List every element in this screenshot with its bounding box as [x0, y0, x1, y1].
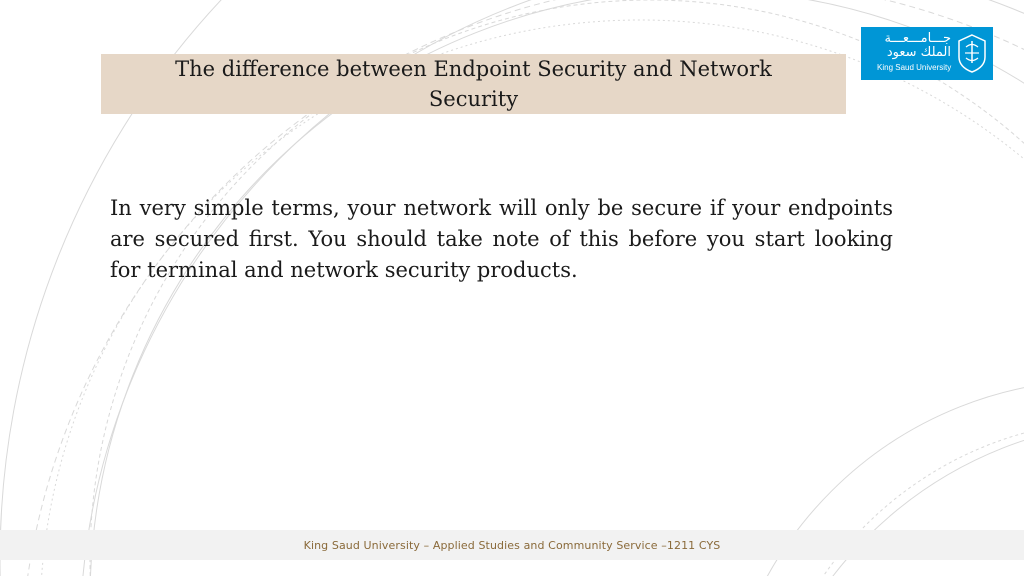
- footer-band: [0, 530, 1024, 560]
- logo-arabic-line1: جـــامـــعـــة: [884, 31, 951, 46]
- logo-english-name: King Saud University: [877, 63, 952, 72]
- footer-text: King Saud University – Applied Studies and Community Service –1211 CYS: [303, 538, 721, 552]
- slide-title: The difference between Endpoint Security and Network Security: [175, 57, 772, 111]
- university-logo: [861, 27, 993, 80]
- body-paragraph: In very simple terms, your network will only be secure if your endpoints are secured first. You should take note of this before you start looking for terminal and network security products.: [110, 196, 893, 282]
- ksu-emblem-icon: [957, 33, 987, 74]
- title-box: [101, 54, 846, 114]
- logo-arabic-line2: الملك سعود: [886, 45, 951, 60]
